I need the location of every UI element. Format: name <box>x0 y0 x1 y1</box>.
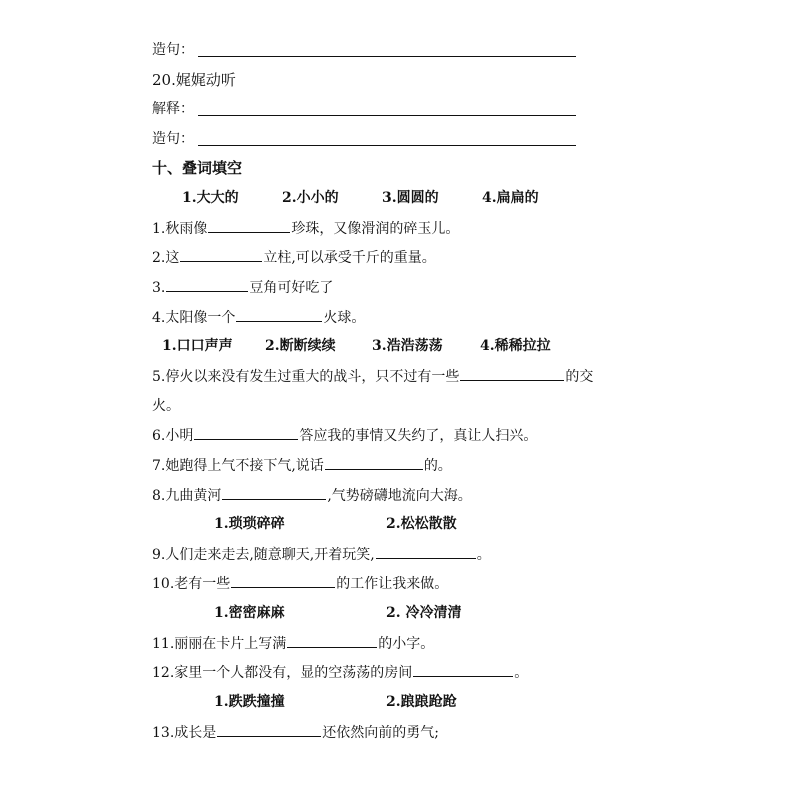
question-text: ,气势磅礴地流向大海。 <box>327 488 472 504</box>
answer-blank[interactable] <box>413 662 513 677</box>
answer-blank[interactable] <box>217 722 321 737</box>
question-13 <box>152 722 439 743</box>
question-text: 的小字。 <box>378 636 435 652</box>
option: 1.大大的 <box>182 190 239 206</box>
question-text: 5.停火以来没有发生过重大的战斗，只不过有一些 <box>152 369 460 385</box>
option: 2.小小的 <box>282 190 339 206</box>
question-text: 9.人们走来走去,随意聊天,开着玩笑, <box>152 547 375 563</box>
question-5 <box>152 366 593 387</box>
option: 3.浩浩荡荡 <box>372 338 443 354</box>
question-4 <box>152 307 365 328</box>
option: 2.断断续续 <box>265 338 336 354</box>
question-text: 立柱,可以承受千斤的重量。 <box>263 250 436 266</box>
question-text: 火球。 <box>323 310 366 326</box>
section-title: 十、叠词填空 <box>152 159 243 177</box>
question-text: 13.成长是 <box>152 725 217 741</box>
question-text: 11.丽丽在卡片上写满 <box>152 636 287 652</box>
option: 2. 冷冷清清 <box>386 605 462 621</box>
answer-blank[interactable] <box>287 633 377 648</box>
option: 2.松松散散 <box>386 516 457 532</box>
answer-blank[interactable] <box>376 544 476 559</box>
option: 3.圆圆的 <box>382 190 439 206</box>
option: 1.琐琐碎碎 <box>214 516 285 532</box>
option: 1.口口声声 <box>162 338 233 354</box>
option: 4.扁扁的 <box>482 190 539 206</box>
answer-blank[interactable] <box>236 307 322 322</box>
question-12 <box>152 662 528 683</box>
option: 1.跌跌撞撞 <box>214 694 285 710</box>
question-2 <box>152 247 436 268</box>
question-text: 2.这 <box>152 250 180 266</box>
question-text: 4.太阳像一个 <box>152 310 236 326</box>
answer-blank[interactable] <box>208 218 290 233</box>
q20-make-label: 造句： <box>152 131 194 147</box>
question-text: 1.秋雨像 <box>152 221 208 237</box>
question-text: 的。 <box>423 458 452 474</box>
q20-explain-label: 解释： <box>152 101 194 117</box>
option: 1.密密麻麻 <box>214 605 285 621</box>
question-text: 8.九曲黄河 <box>152 488 222 504</box>
question-9 <box>152 544 491 565</box>
question-text: 的交 <box>565 369 594 385</box>
question-text: 3. <box>152 280 166 296</box>
question-11 <box>152 633 434 654</box>
question-text: 10.老有一些 <box>152 576 231 592</box>
q20-make-blank[interactable] <box>198 145 576 146</box>
question-text: 火。 <box>152 398 180 414</box>
q20-explain-blank[interactable] <box>198 115 576 116</box>
option: 4.稀稀拉拉 <box>480 338 551 354</box>
question-text: 还依然向前的勇气; <box>322 725 439 741</box>
q20-title: 20.娓娓动听 <box>152 71 236 89</box>
question-8 <box>152 485 472 506</box>
question-text: 的工作让我来做。 <box>336 576 449 592</box>
question-text: 。 <box>514 665 529 681</box>
question-text: 珍珠，又像滑润的碎玉儿。 <box>291 221 460 237</box>
question-text: 答应我的事情又失约了，真让人扫兴。 <box>299 428 538 444</box>
question-5-cont <box>152 396 180 416</box>
answer-blank[interactable] <box>180 247 262 262</box>
q19-make-label: 造句： <box>152 42 194 58</box>
question-6 <box>152 425 537 446</box>
question-text: 。 <box>476 547 491 563</box>
answer-blank[interactable] <box>222 485 326 500</box>
question-10 <box>152 573 448 594</box>
question-3 <box>152 277 333 298</box>
question-text: 7.她跑得上气不接下气,说话 <box>152 458 324 474</box>
question-1 <box>152 218 459 239</box>
answer-blank[interactable] <box>231 573 335 588</box>
answer-blank[interactable] <box>460 366 564 381</box>
q19-make-blank[interactable] <box>198 56 576 57</box>
option: 2.踉踉跄跄 <box>386 694 457 710</box>
answer-blank[interactable] <box>166 277 248 292</box>
question-text: 豆角可好吃了 <box>249 280 334 296</box>
question-text: 6.小明 <box>152 428 194 444</box>
question-text: 12.家里一个人都没有，显的空荡荡的房间 <box>152 665 413 681</box>
answer-blank[interactable] <box>194 425 298 440</box>
question-7 <box>152 455 452 476</box>
answer-blank[interactable] <box>325 455 423 470</box>
